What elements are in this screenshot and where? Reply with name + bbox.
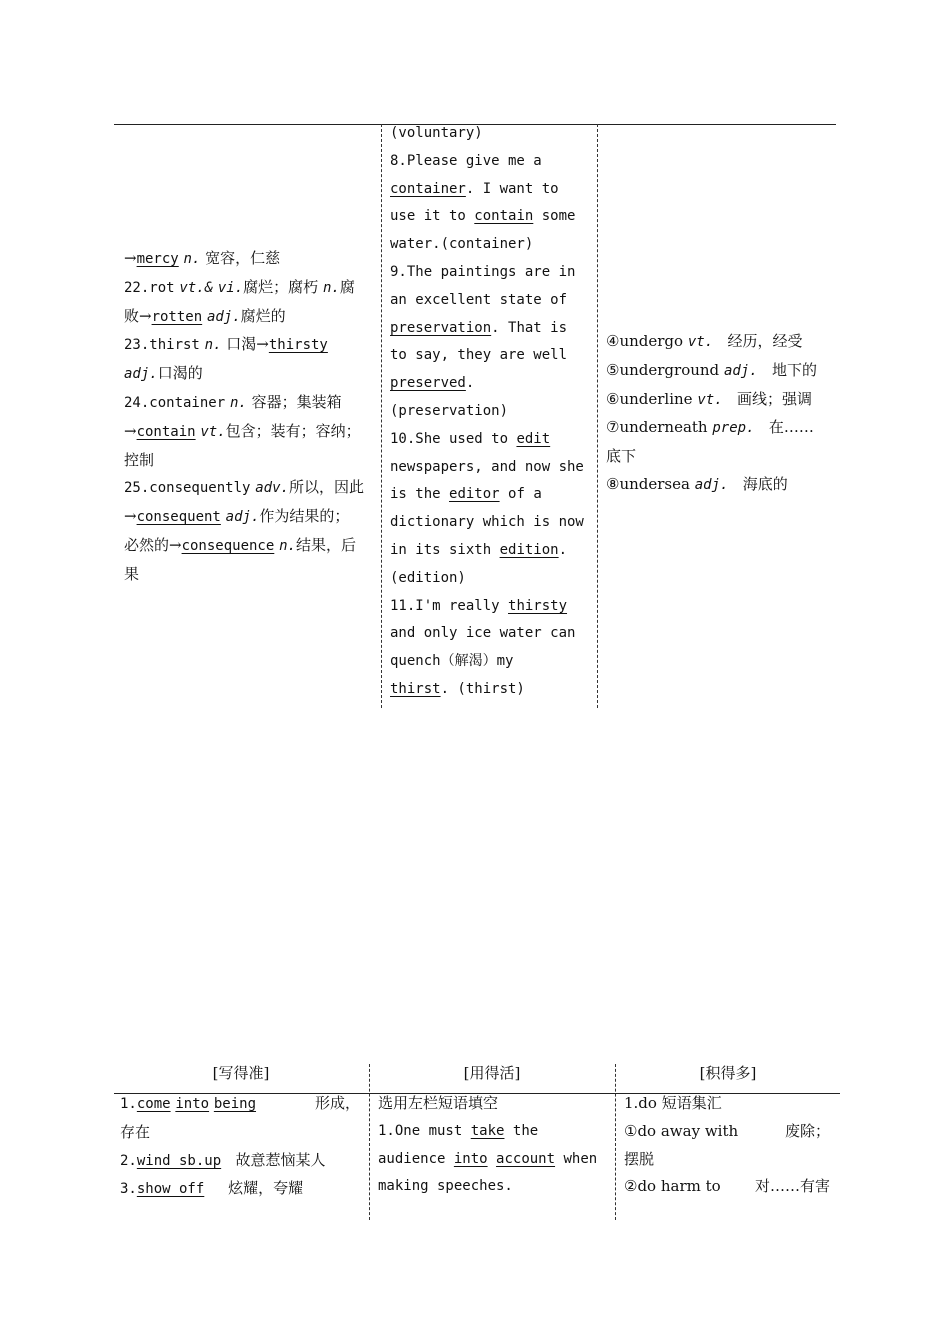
definition: 海底的	[742, 474, 788, 493]
sentence-line	[390, 176, 590, 204]
answer-mercy: mercy	[136, 251, 179, 267]
answer-into: into	[453, 1150, 488, 1167]
definition-continued: 底下	[606, 447, 637, 466]
header-ji-de-duo: [积得多]	[699, 1064, 757, 1082]
pos: prep.	[712, 420, 755, 437]
sentence-line: 8.Please give me a	[390, 152, 542, 169]
word: ④undergo	[606, 332, 684, 350]
definition: 作为结果的；	[259, 507, 350, 526]
word: ⑤underground	[606, 360, 720, 379]
entry-contain	[124, 418, 374, 447]
arrow: →	[124, 249, 137, 267]
pos: n.	[183, 251, 201, 267]
table2-divider-2	[615, 1064, 616, 1220]
answer-container: container	[390, 180, 466, 197]
definition-continued: 存在	[120, 1122, 151, 1141]
phrase-come-into-being	[120, 1090, 360, 1119]
sentence-line	[390, 537, 590, 565]
answer-account: account	[496, 1150, 556, 1167]
answer-thirst: thirst	[390, 680, 441, 697]
answer-thirsty: thirsty	[268, 337, 328, 354]
definition-continued: 控制	[124, 450, 155, 469]
text: in its sixth	[390, 541, 492, 558]
hint: (preservation)	[390, 402, 509, 419]
definition: 经历，经受	[727, 332, 803, 350]
entry-undergo	[606, 328, 831, 357]
definition: 故意惹恼某人	[235, 1150, 326, 1169]
definition: 容器；集装箱	[251, 392, 342, 411]
pos: vt.&	[179, 279, 214, 296]
table2-divider-1	[369, 1064, 370, 1220]
text: 必然的→	[124, 535, 182, 554]
number: 1.	[120, 1096, 137, 1112]
answer-word: come	[136, 1096, 171, 1112]
instruction: 选用左栏短语填空	[378, 1094, 499, 1112]
answer-preservation: preservation	[390, 319, 492, 336]
sentence-line	[378, 1118, 608, 1146]
sentence-line: quench（解渴）my	[390, 653, 514, 670]
answer-edit: edit	[516, 430, 551, 447]
arrow: →	[124, 421, 137, 440]
phrase: ②do harm to	[624, 1177, 721, 1196]
number: 3.	[120, 1181, 137, 1198]
definition: 口渴→	[226, 335, 269, 354]
pos: adj.	[225, 509, 260, 526]
text: audience	[378, 1150, 446, 1167]
definition: 腐烂；腐朽	[243, 277, 319, 296]
definition: 包含；装有；容纳；	[225, 421, 361, 440]
entry-rotten	[124, 303, 374, 332]
text: . That is	[491, 319, 568, 336]
arrow: →	[124, 507, 137, 526]
table2-left-column	[120, 1090, 360, 1204]
entry-thirst	[124, 331, 374, 360]
pos: adj.	[206, 308, 241, 325]
entry-rot	[124, 274, 374, 303]
sentence-line: newspapers, and now she	[390, 458, 584, 475]
answer-word: into	[175, 1096, 210, 1112]
sentence-line	[390, 593, 590, 621]
table1-left-column	[124, 245, 374, 589]
sentence-line: 9.The paintings are in	[390, 263, 576, 280]
text: some	[541, 208, 576, 225]
definition-continued: 果	[124, 564, 140, 583]
phrase-show-off	[120, 1175, 360, 1204]
table2-right-column	[624, 1090, 830, 1201]
word: ⑥underline	[606, 389, 693, 408]
answer-preserved: preserved	[390, 375, 466, 392]
sentence-line	[390, 676, 590, 704]
definition: 对……有害	[754, 1177, 830, 1196]
table1-middle-column	[390, 120, 590, 704]
text: .	[465, 375, 475, 392]
text: use it to	[390, 208, 466, 225]
definition: 宽容，仁慈	[205, 249, 281, 267]
definition: 炫耀，夸耀	[228, 1179, 304, 1198]
answer-editor: editor	[449, 486, 500, 503]
hint: (voluntary)	[390, 125, 483, 141]
phrase-do-harm-to	[624, 1173, 830, 1201]
word: ⑦underneath	[606, 418, 708, 437]
answer-contain: contain	[136, 423, 196, 440]
answer-edition: edition	[499, 541, 559, 558]
section-title: 1.do 短语集汇	[624, 1094, 722, 1112]
table1-right-column	[606, 328, 831, 500]
sentence-line	[390, 203, 590, 231]
entry-underneath	[606, 414, 831, 443]
word: ⑧undersea	[606, 474, 690, 493]
word-rot: 22.rot	[124, 279, 175, 296]
entry-consequently	[124, 474, 374, 503]
definition: 腐烂的	[240, 306, 286, 325]
answer-take: take	[470, 1122, 505, 1139]
text: 10.She used to	[390, 430, 509, 447]
pos: adj.	[694, 476, 729, 493]
word-consequently: 25.consequently	[124, 480, 251, 497]
pos: vt.	[200, 423, 226, 440]
header-yong-de-huo: [用得活]	[463, 1064, 521, 1082]
entry-thirsty-def	[124, 360, 374, 389]
hint: (edition)	[390, 569, 466, 586]
text: the	[512, 1122, 539, 1139]
sentence-line: an excellent state of	[390, 291, 568, 308]
pos: n.	[279, 537, 296, 554]
answer-rotten: rotten	[151, 308, 203, 325]
sentence-line: water.(container)	[390, 236, 534, 253]
word-container: 24.container	[124, 394, 226, 411]
definition: 形成，	[314, 1094, 360, 1112]
header-xie-de-zhun: [写得准]	[212, 1064, 270, 1082]
text: .	[558, 541, 568, 558]
definition: 在……	[768, 418, 814, 437]
definition: 废除；	[784, 1121, 830, 1140]
entry-undersea	[606, 471, 831, 500]
phrase: ①do away with	[624, 1121, 739, 1140]
pos: vt.	[697, 391, 723, 408]
sentence-line: and only ice water can	[390, 625, 576, 642]
definition: 所以，因此	[288, 478, 364, 497]
sentence-line: to say, they are well	[390, 347, 568, 364]
sentence-line	[390, 370, 590, 398]
sentence-line	[390, 481, 590, 509]
answer-phrase: show off	[136, 1181, 205, 1198]
answer-thirsty: thirsty	[508, 597, 568, 614]
number: 2.	[120, 1152, 137, 1169]
definition-continued: 摆脱	[624, 1149, 655, 1168]
phrase-do-away-with	[624, 1118, 830, 1146]
pos: n.	[322, 279, 340, 296]
definition: 口渴的	[157, 364, 203, 383]
word-thirst: 23.thirst	[124, 337, 200, 354]
entry-mercy	[124, 245, 374, 274]
entry-underground	[606, 357, 831, 386]
entry-consequence	[124, 532, 374, 561]
pos: n.	[204, 337, 222, 354]
answer-consequence: consequence	[181, 537, 275, 554]
sentence-line	[378, 1146, 608, 1174]
sentence-line: making speeches.	[378, 1178, 513, 1195]
text: when	[563, 1150, 598, 1167]
entry-container	[124, 389, 374, 418]
pos: n.	[229, 394, 247, 411]
text: . (thirst)	[440, 680, 525, 697]
table2-middle-column	[378, 1090, 608, 1201]
answer-contain: contain	[474, 208, 534, 225]
table1-divider-2	[597, 124, 598, 708]
answer-consequent: consequent	[136, 509, 221, 526]
definition: 腐	[339, 277, 355, 296]
text: . I want to	[465, 180, 559, 197]
text: 败→	[124, 306, 152, 325]
text: 11.I'm really	[390, 597, 500, 614]
table1-divider-1	[381, 124, 382, 708]
pos: adj.	[124, 366, 158, 383]
answer-phrase: wind sb.up	[136, 1152, 222, 1169]
definition: 地下的	[771, 360, 817, 379]
definition: 画线；强调	[736, 389, 812, 408]
phrase-wind-sb-up	[120, 1147, 360, 1176]
entry-underline	[606, 386, 831, 415]
pos: adj.	[723, 362, 758, 379]
definition: 结果，后	[295, 535, 356, 554]
sentence-line	[390, 426, 590, 454]
pos: vi.	[217, 279, 244, 296]
entry-consequent	[124, 503, 374, 532]
sentence-line	[390, 315, 590, 343]
sentence-line: dictionary which is now	[390, 514, 584, 531]
text: of a	[508, 486, 542, 503]
answer-word: being	[213, 1096, 257, 1112]
pos: vt.	[687, 334, 714, 350]
pos: adv.	[255, 480, 289, 497]
text: is the	[390, 486, 441, 503]
text: 1.One must	[378, 1122, 463, 1139]
